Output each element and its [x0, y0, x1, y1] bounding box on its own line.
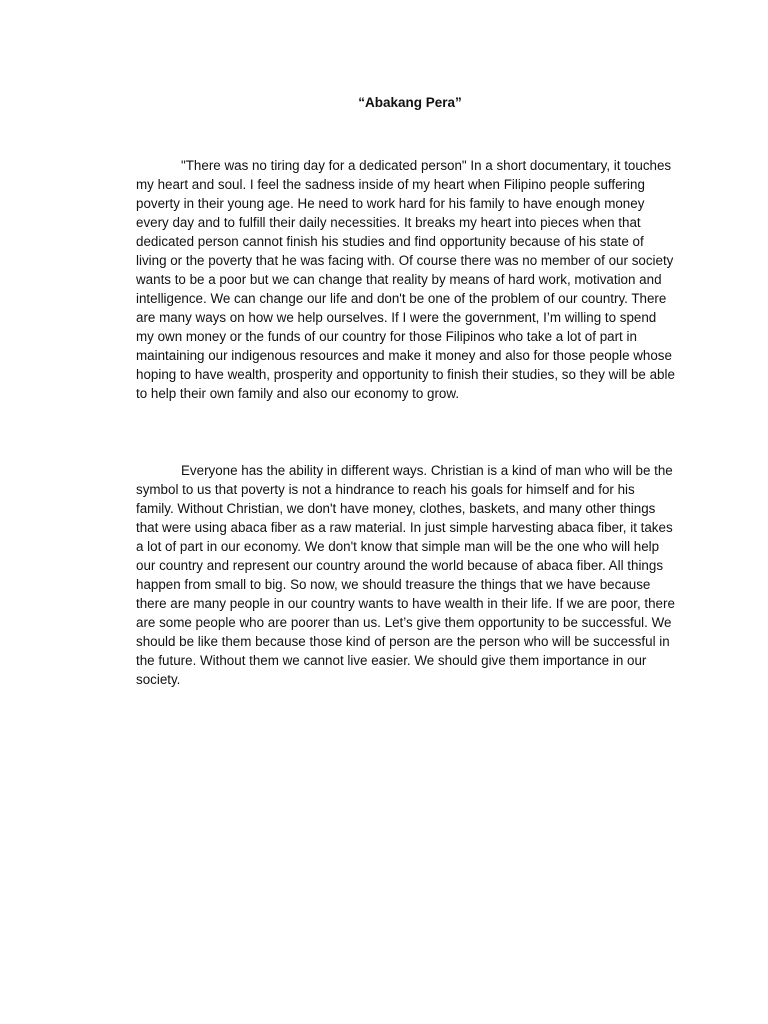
- document-title: “Abakang Pera”: [358, 95, 462, 110]
- paragraph-1: "There was no tiring day for a dedicated person" In a short documentary, it touches my heart and soul. I feel the sadness inside of my heart when Filipino people suffering poverty in their young age. He need to work hard for his family to have enough money every day and to fulfill their daily necessities. It breaks my heart into pieces when that dedicated person cannot finish his studies and find opportunity because of his state of living or the poverty that he was facing with. Of course there was no member of our society wants to be a poor but we can change that reality by means of hard work, motivation and intelligence. We can change our life and don't be one of the problem of our country. There are many ways on how we help ourselves. If I were the government, I’m willing to spend my own money or the funds of our country for those Filipinos who take a lot of part in maintaining our indigenous resources and make it money and also for those people whose hoping to have wealth, prosperity and opportunity to finish their studies, so they will be able to help their own family and also our economy to grow.: [136, 158, 675, 401]
- paragraph-2: Everyone has the ability in different ways. Christian is a kind of man who will be the symbol to us that poverty is not a hindrance to reach his goals for himself and for his family. Without Christian, we don't have money, clothes, baskets, and many other things that were using abaca fiber as a raw material. In just simple harvesting abaca fiber, it takes a lot of part in our economy. We don't know that simple man will be the one who will help our country and represent our country around the world because of abaca fiber. All things happen from small to big. So now, we should treasure the things that we have because there are many people in our country wants to have wealth in their life. If we are poor, there are some people who are poorer than us. Let’s give them opportunity to be successful. We should be like them because those kind of person are the person who will be successful in the future. Without them we cannot live easier. We should give them importance in our society.: [136, 463, 675, 687]
